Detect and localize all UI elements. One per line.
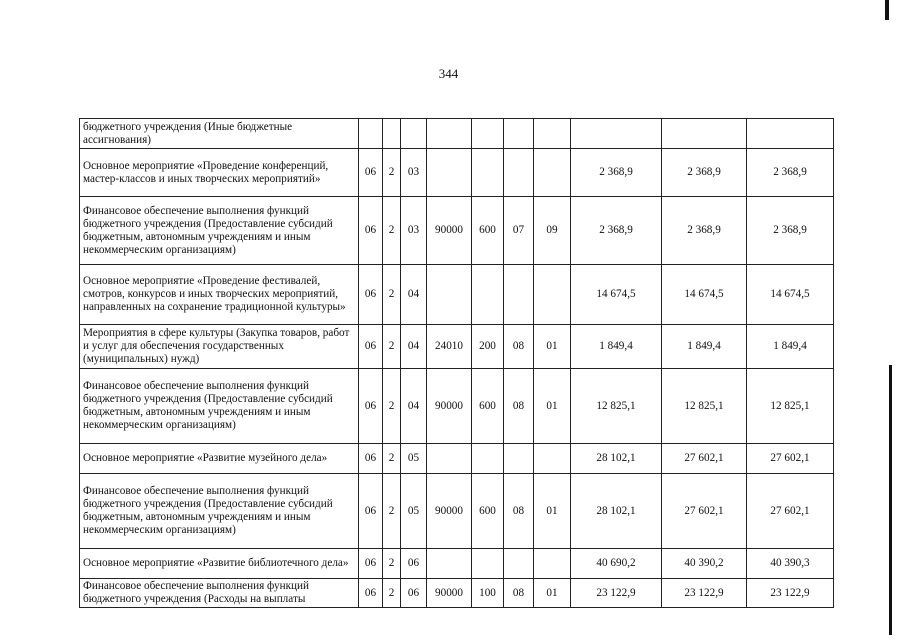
table-row [80, 579, 834, 608]
scan-edge-mark-right [889, 365, 892, 635]
amount-year-2: 27 602,1 [662, 444, 747, 474]
table-row [80, 149, 834, 197]
code-subprogram: 2 [383, 444, 401, 474]
code-expense-type [472, 549, 504, 579]
amount-year-3: 23 122,9 [747, 579, 834, 608]
code-activity: 03 [401, 197, 427, 265]
row-description: Финансовое обеспечение выполнения функций бюджетного учреждения (Расходы на выплаты [80, 579, 359, 608]
amount-year-3 [747, 119, 834, 149]
code-activity: 03 [401, 149, 427, 197]
amount-year-3: 14 674,5 [747, 265, 834, 325]
code-subdivision [534, 444, 571, 474]
code-direction: 24010 [427, 325, 472, 369]
code-division [504, 149, 534, 197]
amount-year-3: 1 849,4 [747, 325, 834, 369]
code-section: 06 [359, 197, 383, 265]
table-row [80, 119, 834, 149]
code-expense-type [472, 119, 504, 149]
code-subdivision [534, 549, 571, 579]
amount-year-3: 40 390,3 [747, 549, 834, 579]
code-subdivision: 09 [534, 197, 571, 265]
code-division: 08 [504, 369, 534, 444]
code-division [504, 444, 534, 474]
code-section: 06 [359, 579, 383, 608]
code-division: 08 [504, 579, 534, 608]
code-direction [427, 444, 472, 474]
code-direction [427, 549, 472, 579]
code-activity: 05 [401, 474, 427, 549]
table-row [80, 265, 834, 325]
code-direction: 90000 [427, 197, 472, 265]
amount-year-1: 12 825,1 [571, 369, 662, 444]
row-description: Финансовое обеспечение выполнения функций бюджетного учреждения (Предоставление субсидий бюджетным, автономным учреждениям и иным некоммерческим организациям) [80, 197, 359, 265]
amount-year-3: 27 602,1 [747, 474, 834, 549]
code-expense-type: 600 [472, 197, 504, 265]
code-activity: 04 [401, 325, 427, 369]
code-subdivision: 01 [534, 325, 571, 369]
code-subdivision: 01 [534, 474, 571, 549]
budget-table [79, 118, 834, 608]
amount-year-1: 28 102,1 [571, 444, 662, 474]
code-activity: 06 [401, 549, 427, 579]
code-direction: 90000 [427, 369, 472, 444]
code-expense-type: 600 [472, 474, 504, 549]
budget-table-body [80, 119, 834, 608]
amount-year-1: 28 102,1 [571, 474, 662, 549]
code-subdivision [534, 149, 571, 197]
code-section [359, 119, 383, 149]
code-division [504, 265, 534, 325]
row-description: Основное мероприятие «Проведение фестивалей, смотров, конкурсов и иных творческих мероприятий, направленных на сохранение традиционной культуры» [80, 265, 359, 325]
code-subprogram: 2 [383, 265, 401, 325]
code-section: 06 [359, 325, 383, 369]
amount-year-1: 14 674,5 [571, 265, 662, 325]
code-activity [401, 119, 427, 149]
amount-year-1: 40 690,2 [571, 549, 662, 579]
code-section: 06 [359, 265, 383, 325]
table-row [80, 369, 834, 444]
code-subprogram: 2 [383, 149, 401, 197]
amount-year-1: 2 368,9 [571, 149, 662, 197]
row-description: Основное мероприятие «Развитие библиотечного дела» [80, 549, 359, 579]
code-subprogram: 2 [383, 579, 401, 608]
code-activity: 04 [401, 265, 427, 325]
page-number: 344 [438, 66, 459, 81]
amount-year-3: 12 825,1 [747, 369, 834, 444]
row-description: Мероприятия в сфере культуры (Закупка товаров, работ и услуг для обеспечения государственных (муниципальных) нужд) [80, 325, 359, 369]
code-subdivision: 01 [534, 579, 571, 608]
amount-year-1 [571, 119, 662, 149]
amount-year-2: 12 825,1 [662, 369, 747, 444]
table-row [80, 474, 834, 549]
amount-year-2: 27 602,1 [662, 474, 747, 549]
amount-year-2: 14 674,5 [662, 265, 747, 325]
amount-year-2: 1 849,4 [662, 325, 747, 369]
code-expense-type [472, 149, 504, 197]
code-direction [427, 149, 472, 197]
code-subdivision [534, 119, 571, 149]
code-section: 06 [359, 149, 383, 197]
amount-year-2: 2 368,9 [662, 197, 747, 265]
table-row [80, 197, 834, 265]
code-expense-type: 100 [472, 579, 504, 608]
code-activity: 05 [401, 444, 427, 474]
amount-year-2 [662, 119, 747, 149]
row-description: Основное мероприятие «Развитие музейного дела» [80, 444, 359, 474]
scan-edge-mark-top [885, 0, 889, 20]
code-direction: 90000 [427, 579, 472, 608]
code-division: 08 [504, 325, 534, 369]
code-subprogram [383, 119, 401, 149]
code-direction [427, 119, 472, 149]
amount-year-2: 23 122,9 [662, 579, 747, 608]
table-row [80, 444, 834, 474]
code-subdivision: 01 [534, 369, 571, 444]
code-direction: 90000 [427, 474, 472, 549]
code-activity: 06 [401, 579, 427, 608]
code-subdivision [534, 265, 571, 325]
amount-year-3: 2 368,9 [747, 197, 834, 265]
code-subprogram: 2 [383, 549, 401, 579]
row-description: бюджетного учреждения (Иные бюджетные ассигнования) [80, 119, 359, 149]
amount-year-1: 1 849,4 [571, 325, 662, 369]
code-division: 07 [504, 197, 534, 265]
code-subprogram: 2 [383, 474, 401, 549]
amount-year-1: 2 368,9 [571, 197, 662, 265]
amount-year-3: 2 368,9 [747, 149, 834, 197]
table-row [80, 549, 834, 579]
code-section: 06 [359, 474, 383, 549]
code-division [504, 119, 534, 149]
code-section: 06 [359, 369, 383, 444]
amount-year-2: 40 390,2 [662, 549, 747, 579]
code-direction [427, 265, 472, 325]
amount-year-1: 23 122,9 [571, 579, 662, 608]
row-description: Финансовое обеспечение выполнения функций бюджетного учреждения (Предоставление субсидий бюджетным, автономным учреждениям и иным некоммерческим организациям) [80, 369, 359, 444]
code-division: 08 [504, 474, 534, 549]
code-expense-type [472, 265, 504, 325]
code-subprogram: 2 [383, 369, 401, 444]
code-division [504, 549, 534, 579]
row-description: Основное мероприятие «Проведение конференций, мастер-классов и иных творческих мероприятий» [80, 149, 359, 197]
code-activity: 04 [401, 369, 427, 444]
code-expense-type: 600 [472, 369, 504, 444]
row-description: Финансовое обеспечение выполнения функций бюджетного учреждения (Предоставление субсидий бюджетным, автономным учреждениям и иным некоммерческим организациям) [80, 474, 359, 549]
amount-year-2: 2 368,9 [662, 149, 747, 197]
code-section: 06 [359, 549, 383, 579]
code-expense-type [472, 444, 504, 474]
code-expense-type: 200 [472, 325, 504, 369]
code-section: 06 [359, 444, 383, 474]
amount-year-3: 27 602,1 [747, 444, 834, 474]
table-row [80, 325, 834, 369]
code-subprogram: 2 [383, 325, 401, 369]
code-subprogram: 2 [383, 197, 401, 265]
